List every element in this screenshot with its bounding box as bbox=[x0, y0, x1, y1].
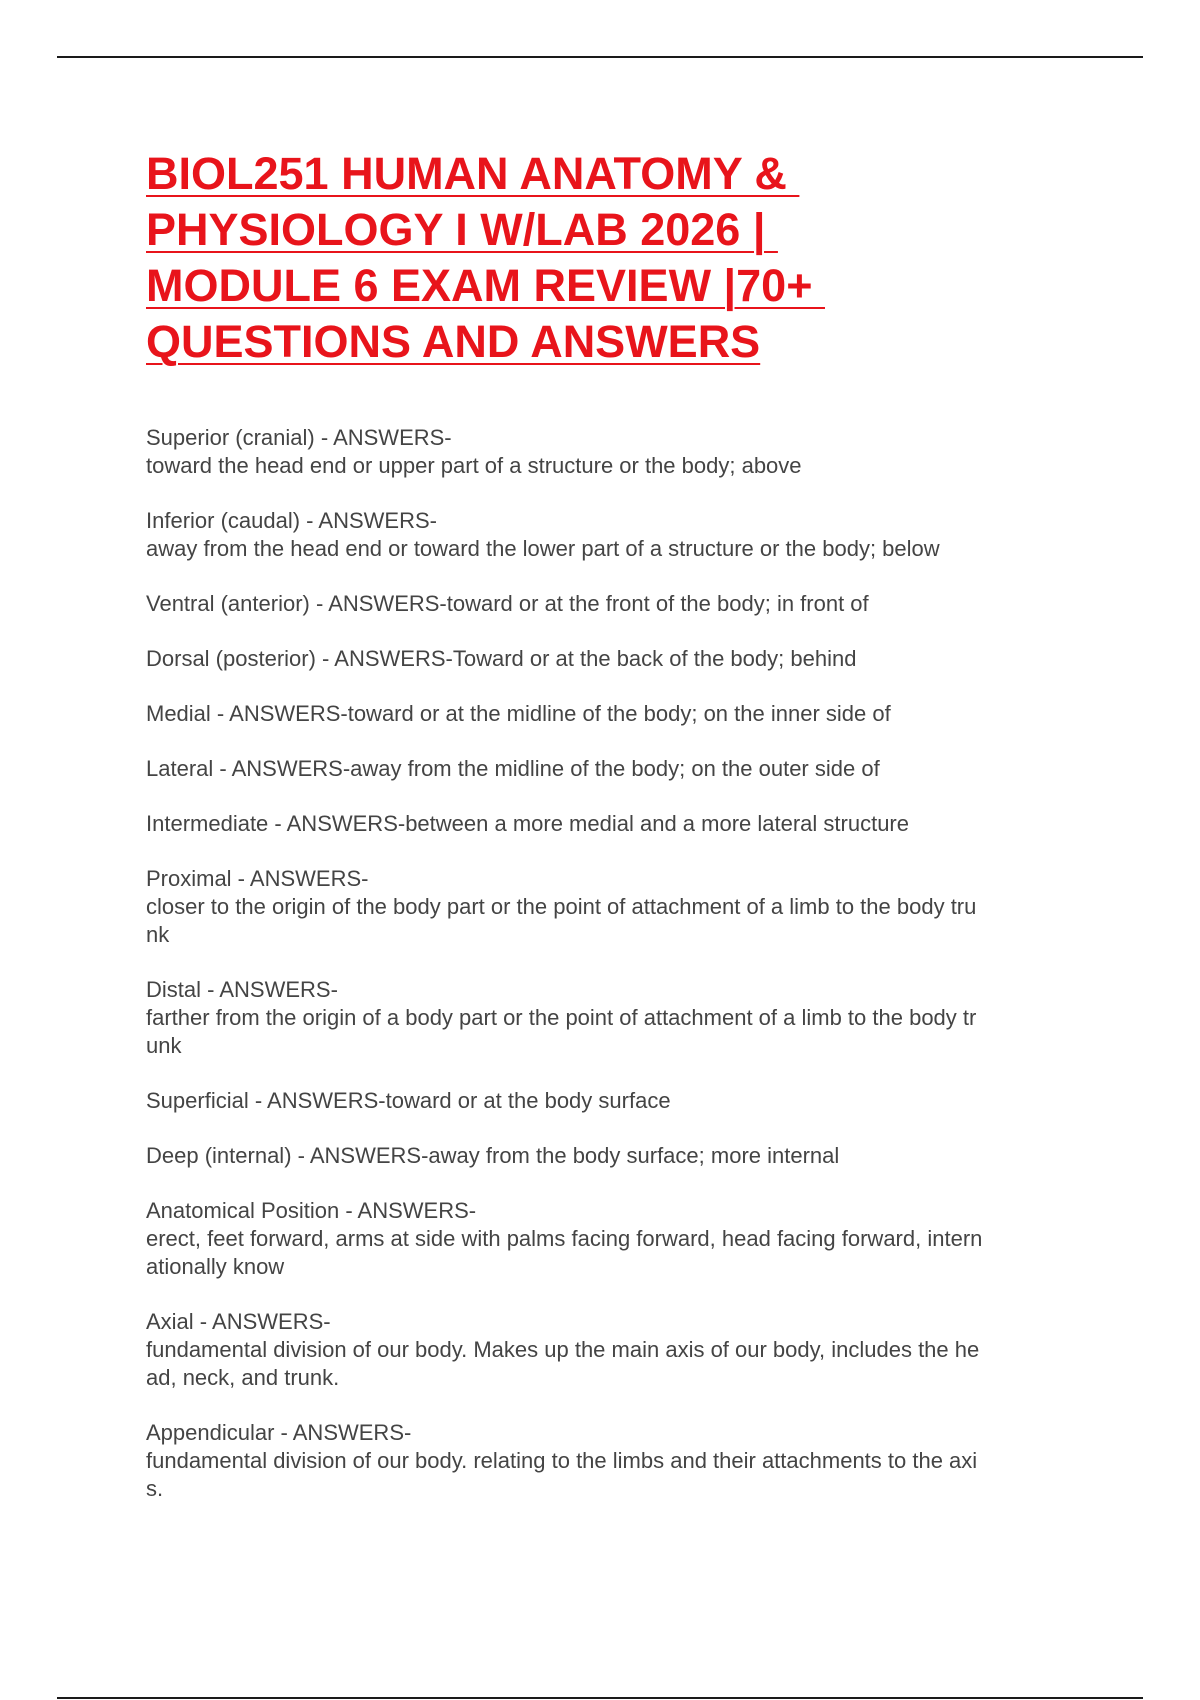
qa-entry bbox=[146, 507, 1076, 563]
qa-entry bbox=[146, 1308, 1076, 1392]
title-line: MODULE 6 EXAM REVIEW |70+ bbox=[146, 260, 825, 311]
qa-line: Superficial - ANSWERS-toward or at the body surface bbox=[146, 1088, 671, 1113]
qa-entry bbox=[146, 976, 1076, 1060]
qa-line: closer to the origin of the body part or the point of attachment of a limb to the body tru bbox=[146, 894, 977, 919]
qa-line: Anatomical Position - ANSWERS- bbox=[146, 1198, 477, 1223]
qa-line: unk bbox=[146, 1033, 182, 1058]
qa-line: fundamental division of our body. Makes up the main axis of our body, includes the he bbox=[146, 1337, 980, 1362]
qa-entry bbox=[146, 810, 1076, 838]
title-line: PHYSIOLOGY I W/LAB 2026 | bbox=[146, 204, 778, 255]
qa-line: Inferior (caudal) - ANSWERS- bbox=[146, 508, 437, 533]
qa-line: Appendicular - ANSWERS- bbox=[146, 1420, 412, 1445]
qa-line: Deep (internal) - ANSWERS-away from the body surface; more internal bbox=[146, 1143, 840, 1168]
qa-line: fundamental division of our body. relating to the limbs and their attachments to the axi bbox=[146, 1448, 978, 1473]
qa-line: Intermediate - ANSWERS-between a more medial and a more lateral structure bbox=[146, 811, 909, 836]
qa-entry bbox=[146, 865, 1076, 949]
qa-line: ad, neck, and trunk. bbox=[146, 1365, 340, 1390]
title-line: QUESTIONS AND ANSWERS bbox=[146, 316, 761, 367]
qa-line: ationally know bbox=[146, 1254, 285, 1279]
qa-line: Axial - ANSWERS- bbox=[146, 1309, 331, 1334]
title-line: BIOL251 HUMAN ANATOMY & bbox=[146, 148, 800, 199]
qa-line: Lateral - ANSWERS-away from the midline of the body; on the outer side of bbox=[146, 756, 880, 781]
qa-entry bbox=[146, 424, 1076, 480]
qa-line: Distal - ANSWERS- bbox=[146, 977, 338, 1002]
qa-list bbox=[146, 424, 1076, 1530]
qa-line: nk bbox=[146, 922, 170, 947]
qa-line: Proximal - ANSWERS- bbox=[146, 866, 369, 891]
header-rule bbox=[57, 56, 1143, 58]
qa-line: farther from the origin of a body part or the point of attachment of a limb to the body tr bbox=[146, 1005, 977, 1030]
qa-entry bbox=[146, 645, 1076, 673]
qa-entry bbox=[146, 1197, 1076, 1281]
qa-entry bbox=[146, 755, 1076, 783]
qa-entry bbox=[146, 1142, 1076, 1170]
qa-line: erect, feet forward, arms at side with palms facing forward, head facing forward, intern bbox=[146, 1226, 983, 1251]
qa-line: s. bbox=[146, 1476, 164, 1501]
qa-line: Dorsal (posterior) - ANSWERS-Toward or at the back of the body; behind bbox=[146, 646, 857, 671]
qa-line: Medial - ANSWERS-toward or at the midline of the body; on the inner side of bbox=[146, 701, 891, 726]
qa-line: Ventral (anterior) - ANSWERS-toward or at the front of the body; in front of bbox=[146, 591, 869, 616]
qa-line: Superior (cranial) - ANSWERS- bbox=[146, 425, 452, 450]
qa-entry bbox=[146, 1419, 1076, 1503]
qa-line: toward the head end or upper part of a structure or the body; above bbox=[146, 453, 802, 478]
qa-entry bbox=[146, 590, 1076, 618]
qa-entry bbox=[146, 1087, 1076, 1115]
qa-line: away from the head end or toward the lower part of a structure or the body; below bbox=[146, 536, 940, 561]
document-title bbox=[146, 146, 1106, 370]
footer-rule bbox=[57, 1697, 1143, 1699]
qa-entry bbox=[146, 700, 1076, 728]
